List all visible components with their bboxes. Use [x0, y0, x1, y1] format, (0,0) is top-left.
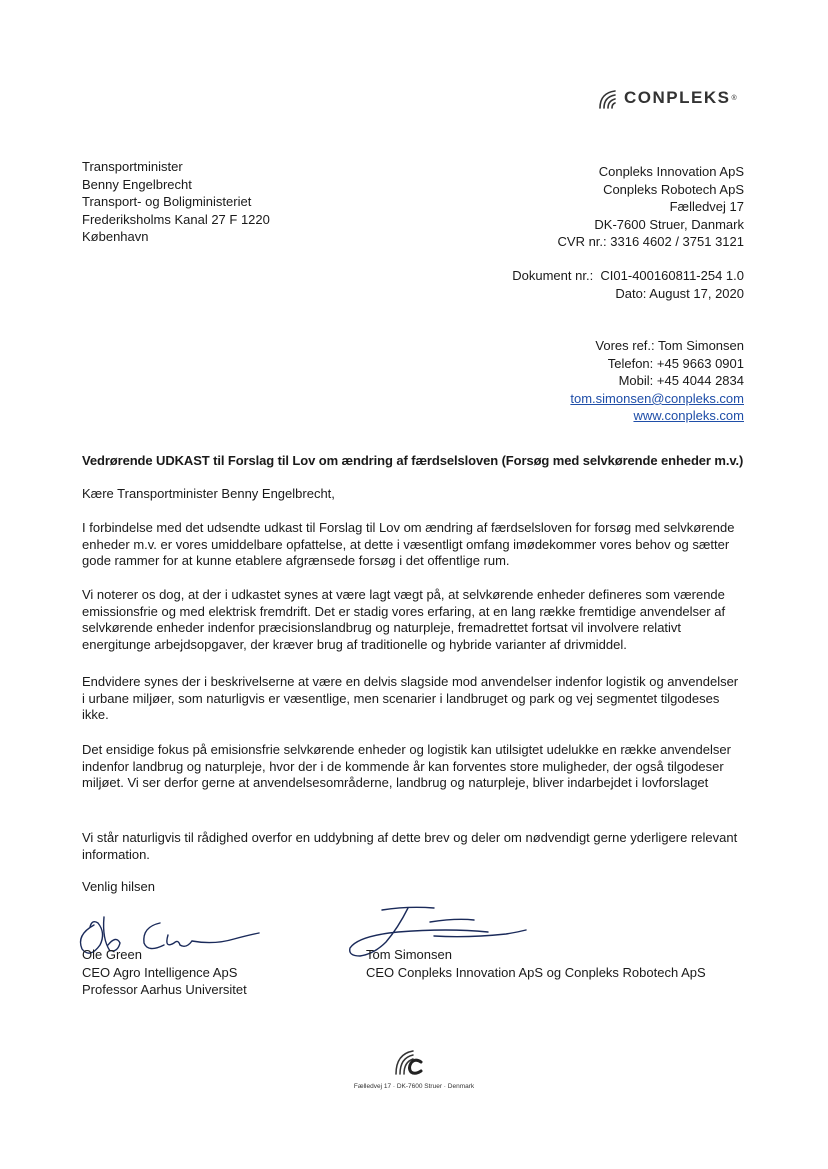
sender-line: Conpleks Robotech ApS — [603, 181, 744, 197]
logo-wordmark: CONPLEKS — [624, 88, 731, 107]
mobile: Mobil: +45 4044 2834 — [618, 373, 744, 389]
recipient-line: Frederiksholms Kanal 27 F 1220 — [82, 211, 270, 227]
body-paragraph: Vi noterer os dog, at der i udkastet synes at være lagt vægt på, at selvkørende enheder defineres som værende emissionsfrie og med elektrisk fremdrift. Det er stadig vores erfaring, at en lang række fremtidige anvendelser af selvkørende enheder indenfor præcisionslandbrug og naturpleje, fremadrettet fortsat vil involvere relativt energitunge arbejdsopgaver, der kræver brug af traditionelle og hybride varianter af drivmiddel. — [82, 587, 726, 652]
recipient-address — [82, 158, 270, 246]
sender-address — [558, 163, 744, 251]
signatory-2 — [366, 946, 706, 981]
salutation: Kære Transportminister Benny Engelbrecht, — [82, 486, 335, 501]
email-link[interactable]: tom.simonsen@conpleks.com — [570, 390, 744, 406]
signatory-title: CEO Conpleks Innovation ApS og Conpleks Robotech ApS — [366, 964, 706, 980]
signatory-name: Tom Simonsen — [366, 947, 452, 962]
document-date: Dato: August 17, 2020 — [615, 285, 744, 301]
body-paragraph: Endvidere synes der i beskrivelserne at være en delvis slagside mod anvendelser indenfor logistik og anvendelser i urbane miljøer, som naturligvis er væsentlige, men scenarier i landbruget og park og vej segmentet tilgodeses ikke. — [82, 674, 739, 723]
recipient-line: Transportminister — [82, 159, 183, 174]
closing: Venlig hilsen — [82, 879, 155, 894]
signal-waves-icon — [597, 87, 623, 109]
document-meta — [512, 267, 744, 302]
registered-mark: ® — [731, 94, 737, 102]
sender-line: Fælledvej 17 — [669, 199, 744, 215]
signatory-1 — [82, 946, 247, 999]
website-link[interactable]: www.conpleks.com — [633, 408, 744, 424]
signatory-name: Ole Green — [82, 947, 142, 962]
contact-block — [570, 337, 744, 425]
footer-logo-icon — [393, 1046, 423, 1076]
body-paragraph: I forbindelse med det udsendte udkast til Forslag til Lov om ændring af færdselsloven for forsøg med selvkørende enheder m.v. er vores umiddelbare opfattelse, at dette i væsentligt omfang imødekommer vores behov og sætter gode rammer for at kunne etablere afgrænsede forsøg i det offentlige rum. — [82, 520, 735, 569]
footer-address: Fælledvej 17 · DK-7600 Struer · Denmark — [353, 1083, 475, 1090]
company-logo — [597, 86, 737, 110]
phone: Telefon: +45 9663 0901 — [607, 355, 744, 371]
signatory-affiliation: Professor Aarhus Universitet — [82, 982, 247, 998]
recipient-line: Benny Engelbrecht — [82, 176, 192, 192]
document-number: Dokument nr.: CI01-400160811-254 1.0 — [512, 268, 744, 283]
letter-subject: Vedrørende UDKAST til Forslag til Lov om ændring af færdselsloven (Forsøg med selvkørende enheder m.v.) — [82, 453, 744, 468]
signatory-title: CEO Agro Intelligence ApS — [82, 964, 238, 980]
recipient-line: Transport- og Boligministeriet — [82, 194, 252, 210]
reference: Vores ref.: Tom Simonsen — [595, 338, 744, 353]
body-paragraph: Vi står naturligvis til rådighed overfor en uddybning af dette brev og deler om nødvendigt gerne yderligere relevant information. — [82, 830, 738, 862]
sender-line: DK-7600 Struer, Danmark — [594, 216, 744, 232]
recipient-line: København — [82, 229, 149, 245]
sender-line: Conpleks Innovation ApS — [598, 164, 744, 179]
sender-line: CVR nr.: 3316 4602 / 3751 3121 — [557, 234, 744, 250]
body-paragraph: Det ensidige fokus på emisionsfrie selvkørende enheder og logistik kan utilsigtet udelukke en række anvendelser indenfor landbrug og naturpleje, hvor der i de kommende år kan forventes store muligheder, der også tilgodeser miljøet. Vi ser derfor gerne at anvendelsesområderne, landbrug og naturpleje, bliver indarbejdet i lovforslaget — [82, 742, 731, 791]
